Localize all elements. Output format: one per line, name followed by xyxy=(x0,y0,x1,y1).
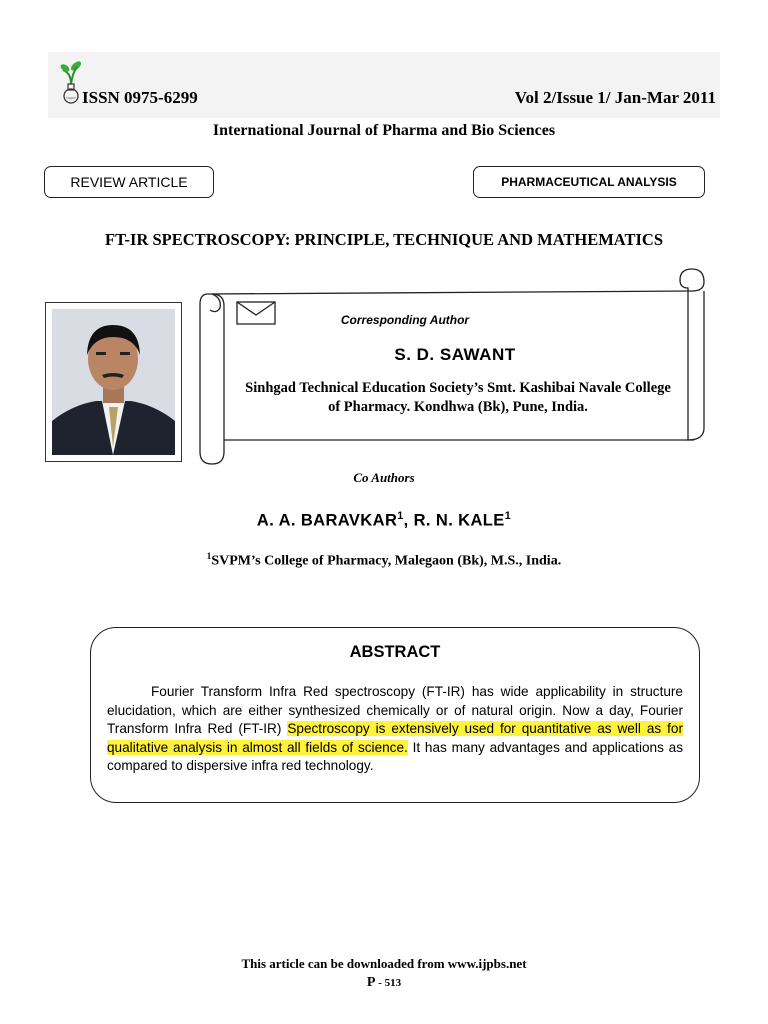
category-badge xyxy=(473,166,705,198)
affiliation-marker: 1 xyxy=(206,551,212,561)
corresponding-author-affiliation xyxy=(225,379,691,417)
abstract-heading: ABSTRACT xyxy=(349,643,441,661)
article-title: FT-IR SPECTROSCOPY: PRINCIPLE, TECHNIQUE AND MATHEMATICS xyxy=(104,230,664,249)
highlighted-text: Spectroscopy is extensively used for quantitative as well as for qualitative analysis in almost all fields of science. xyxy=(107,721,683,755)
coauthor-names xyxy=(0,510,768,531)
affiliation-marker: 1 xyxy=(397,510,404,522)
article-type-label: REVIEW ARTICLE xyxy=(70,174,188,190)
volume-issue-date: Vol 2/Issue 1/ Jan-Mar 2011 xyxy=(514,88,716,107)
journal-logo-icon xyxy=(58,58,84,106)
journal-name: International Journal of Pharma and Bio Sciences xyxy=(212,122,556,139)
author-portrait-image xyxy=(52,309,175,455)
issn-number: ISSN 0975-6299 xyxy=(82,88,198,107)
coauthor-name: A. A. BARAVKAR xyxy=(256,511,398,530)
page-number xyxy=(0,975,768,991)
coauthor-affiliation-text: SVPM’s College of Pharmacy, Malegaon (Bk), M.S., India. xyxy=(211,553,562,569)
affiliation-line: Sinhgad Technical Education Society’s Smt. Kashibai Navale College xyxy=(245,380,671,396)
corresponding-author-label: Corresponding Author xyxy=(340,313,470,327)
download-note: This article can be downloaded from www.ijpbs.net xyxy=(241,956,527,971)
page-prefix: P xyxy=(366,975,376,990)
corresponding-author-scroll xyxy=(196,262,708,468)
category-label: PHARMACEUTICAL ANALYSIS xyxy=(501,175,677,189)
coauthors-label: Co Authors xyxy=(353,470,415,485)
page-number-value: - 513 xyxy=(375,977,402,989)
corresponding-author-name: S. D. SAWANT xyxy=(394,345,516,364)
abstract-text-part: Fourier Transform Infra Red spectroscopy (FT-IR) has wide applicability in structure elucidation, which are either synthesized chemically or of natural origin. Now a day, Fourier Transform Infra Red (FT-IR) xyxy=(107,684,683,736)
abstract-text xyxy=(107,683,683,776)
coauthor-name: R. N. KALE xyxy=(413,511,505,530)
article-type-badge xyxy=(44,166,214,198)
header-band xyxy=(48,52,720,118)
abstract-text-part: It has many advantages and applications as compared to dispersive infra red technology. xyxy=(107,739,683,773)
coauthor-affiliation xyxy=(0,551,768,570)
affiliation-line: of Pharmacy. Kondhwa (Bk), Pune, India. xyxy=(328,399,588,415)
author-separator: , xyxy=(403,511,414,530)
author-photo xyxy=(45,302,182,462)
affiliation-marker: 1 xyxy=(504,510,512,522)
